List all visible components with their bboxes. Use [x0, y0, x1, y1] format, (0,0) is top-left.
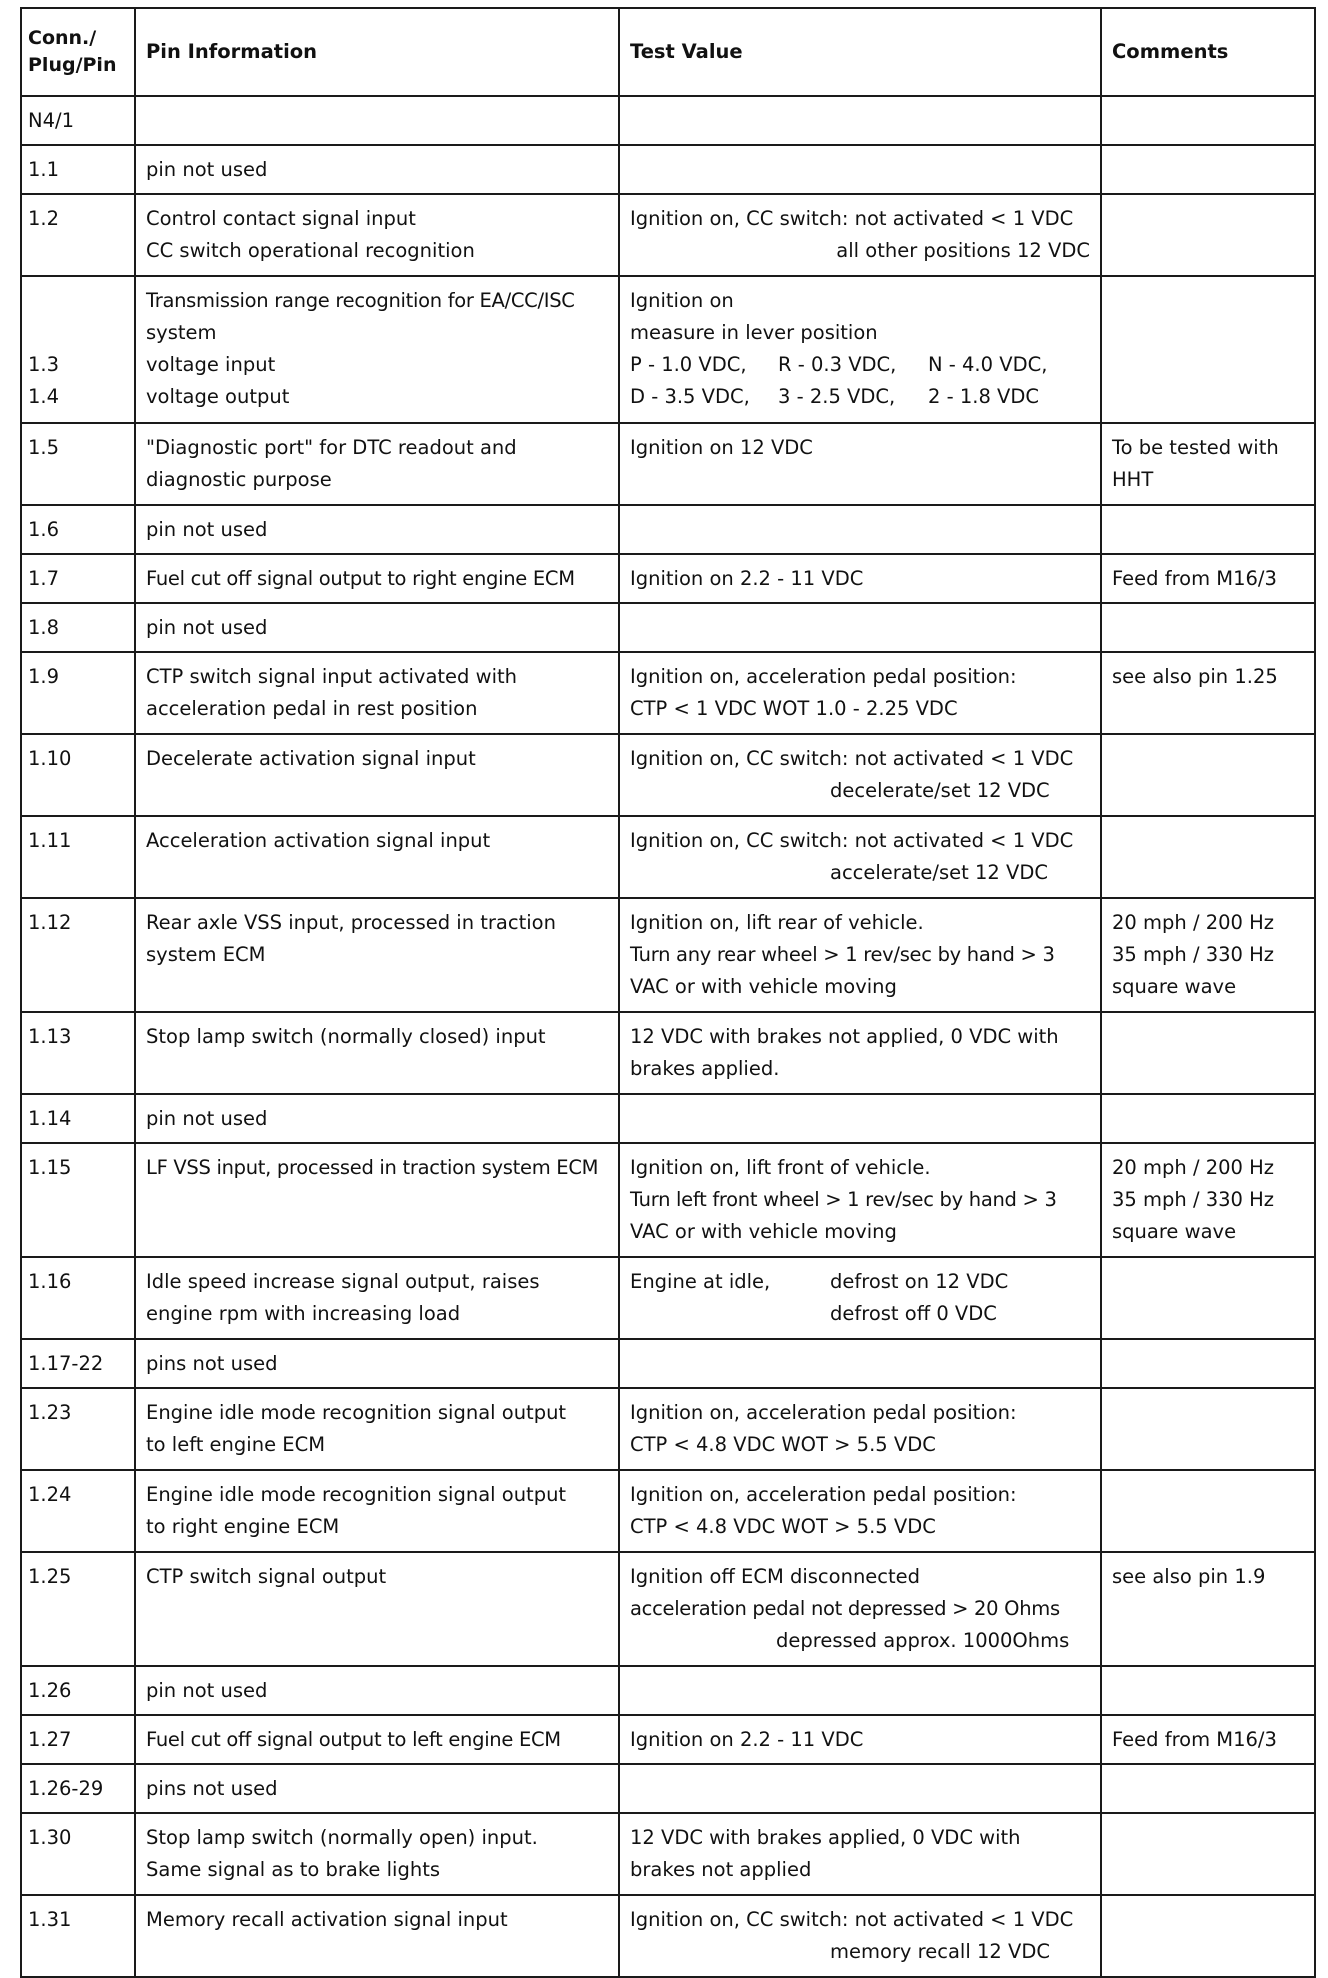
- test-value-cell: [619, 145, 1101, 194]
- comments-cell: 20 mph / 200 Hz 35 mph / 330 Hz square wave: [1101, 898, 1315, 1012]
- pin-info-cell: pin not used: [135, 1094, 619, 1143]
- test-value-cell: Ignition off ECM disconnected acceleration pedal not depressed > 20 Ohms depressed approx. 1000Ohms: [619, 1552, 1101, 1666]
- pin-info-cell: [135, 96, 619, 145]
- test-value-cell: Ignition on, acceleration pedal position: CTP < 4.8 VDC WOT > 5.5 VDC: [619, 1388, 1101, 1470]
- pin-cell: 1.15: [21, 1143, 135, 1257]
- test-value-cell: 12 VDC with brakes not applied, 0 VDC with brakes applied.: [619, 1012, 1101, 1094]
- comments-cell: [1101, 194, 1315, 276]
- test-value-cell: [619, 603, 1101, 652]
- pin-info-cell: Engine idle mode recognition signal output to right engine ECM: [135, 1470, 619, 1552]
- table-row: [21, 1257, 1315, 1339]
- pin-cell: 1.25: [21, 1552, 135, 1666]
- pin-info-cell: Fuel cut off signal output to left engine ECM: [135, 1715, 619, 1764]
- pin-test-table: [20, 7, 1316, 1978]
- pin-cell: N4/1: [21, 96, 135, 145]
- table-row: [21, 276, 1315, 423]
- comments-cell: [1101, 603, 1315, 652]
- table-row: [21, 1764, 1315, 1813]
- pin-cell: 1.17-22: [21, 1339, 135, 1388]
- test-value-cell: Ignition on, CC switch: not activated < 1 VDC memory recall 12 VDC: [619, 1895, 1101, 1977]
- table-row: [21, 1012, 1315, 1094]
- table-row: [21, 898, 1315, 1012]
- pin-cell: 1.1: [21, 145, 135, 194]
- test-value-cell: Ignition on, lift rear of vehicle. Turn any rear wheel > 1 rev/sec by hand > 3 VAC or with vehicle moving: [619, 898, 1101, 1012]
- comments-cell: [1101, 1012, 1315, 1094]
- comments-cell: [1101, 816, 1315, 898]
- pin-cell: 1.27: [21, 1715, 135, 1764]
- test-value-cell: [619, 1094, 1101, 1143]
- table-row: [21, 603, 1315, 652]
- comments-cell: [1101, 1388, 1315, 1470]
- comments-cell: [1101, 1813, 1315, 1895]
- comments-cell: [1101, 505, 1315, 554]
- table-row: [21, 816, 1315, 898]
- table-row: [21, 1715, 1315, 1764]
- table-row: [21, 1339, 1315, 1388]
- pin-info-cell: Stop lamp switch (normally open) input. Same signal as to brake lights: [135, 1813, 619, 1895]
- pin-info-cell: pin not used: [135, 505, 619, 554]
- header-test-value: Test Value: [619, 8, 1101, 96]
- pin-info-cell: Acceleration activation signal input: [135, 816, 619, 898]
- test-value-cell: Ignition on, lift front of vehicle. Turn left front wheel > 1 rev/sec by hand > 3 VAC or with vehicle moving: [619, 1143, 1101, 1257]
- pin-info-cell: pins not used: [135, 1339, 619, 1388]
- comments-cell: [1101, 1764, 1315, 1813]
- test-value-cell: Ignition on, CC switch: not activated < 1 VDC all other positions 12 VDC: [619, 194, 1101, 276]
- table-row: [21, 734, 1315, 816]
- comments-cell: 20 mph / 200 Hz 35 mph / 330 Hz square wave: [1101, 1143, 1315, 1257]
- table-row: [21, 1895, 1315, 1977]
- header-pin-information: Pin Information: [135, 8, 619, 96]
- table-row: [21, 1388, 1315, 1470]
- table-row: [21, 1666, 1315, 1715]
- pin-info-cell: Rear axle VSS input, processed in traction system ECM: [135, 898, 619, 1012]
- pin-cell: 1.3 1.4: [21, 276, 135, 423]
- pin-info-cell: Decelerate activation signal input: [135, 734, 619, 816]
- pin-info-cell: Engine idle mode recognition signal output to left engine ECM: [135, 1388, 619, 1470]
- test-value-cell: 12 VDC with brakes applied, 0 VDC with brakes not applied: [619, 1813, 1101, 1895]
- test-value-cell: [619, 505, 1101, 554]
- pin-cell: 1.5: [21, 423, 135, 505]
- comments-cell: [1101, 1895, 1315, 1977]
- pin-cell: 1.30: [21, 1813, 135, 1895]
- test-value-cell: Ignition on, acceleration pedal position: CTP < 4.8 VDC WOT > 5.5 VDC: [619, 1470, 1101, 1552]
- comments-cell: [1101, 1666, 1315, 1715]
- pin-info-cell: CTP switch signal input activated with acceleration pedal in rest position: [135, 652, 619, 734]
- test-value-cell: [619, 1339, 1101, 1388]
- test-value-cell: Ignition on, acceleration pedal position: CTP < 1 VDC WOT 1.0 - 2.25 VDC: [619, 652, 1101, 734]
- table-header-row: [21, 8, 1315, 96]
- table-row: [21, 1813, 1315, 1895]
- pin-cell: 1.16: [21, 1257, 135, 1339]
- table-row: [21, 1552, 1315, 1666]
- test-value-cell: Engine at idle, defrost on 12 VDC defrost off 0 VDC: [619, 1257, 1101, 1339]
- table-row: [21, 423, 1315, 505]
- test-value-cell: Ignition on 12 VDC: [619, 423, 1101, 505]
- test-value-cell: Ignition on measure in lever position P - 1.0 VDC, R - 0.3 VDC, N - 4.0 VDC, D - 3.5 VDC, 3 - 2.5 VDC, 2 - 1.8 VDC: [619, 276, 1101, 423]
- comments-cell: Feed from M16/3: [1101, 554, 1315, 603]
- pin-cell: 1.26: [21, 1666, 135, 1715]
- comments-cell: see also pin 1.9: [1101, 1552, 1315, 1666]
- test-value-cell: Ignition on 2.2 - 11 VDC: [619, 554, 1101, 603]
- comments-cell: Feed from M16/3: [1101, 1715, 1315, 1764]
- pin-info-cell: Memory recall activation signal input: [135, 1895, 619, 1977]
- comments-cell: [1101, 1257, 1315, 1339]
- table-row: [21, 652, 1315, 734]
- pin-info-cell: pins not used: [135, 1764, 619, 1813]
- pin-cell: 1.14: [21, 1094, 135, 1143]
- comments-cell: [1101, 145, 1315, 194]
- comments-cell: To be tested with HHT: [1101, 423, 1315, 505]
- table-row: [21, 1094, 1315, 1143]
- test-value-cell: [619, 1764, 1101, 1813]
- test-value-cell: Ignition on 2.2 - 11 VDC: [619, 1715, 1101, 1764]
- test-value-cell: [619, 1666, 1101, 1715]
- pin-info-cell: Control contact signal input CC switch operational recognition: [135, 194, 619, 276]
- pin-info-cell: pin not used: [135, 1666, 619, 1715]
- comments-cell: [1101, 1094, 1315, 1143]
- pin-cell: 1.2: [21, 194, 135, 276]
- comments-cell: [1101, 1470, 1315, 1552]
- pin-info-cell: pin not used: [135, 603, 619, 652]
- pin-info-cell: Stop lamp switch (normally closed) input: [135, 1012, 619, 1094]
- pin-cell: 1.10: [21, 734, 135, 816]
- table-row: [21, 145, 1315, 194]
- table-row: [21, 194, 1315, 276]
- pin-info-cell: "Diagnostic port" for DTC readout and diagnostic purpose: [135, 423, 619, 505]
- comments-cell: [1101, 734, 1315, 816]
- comments-cell: see also pin 1.25: [1101, 652, 1315, 734]
- pin-cell: 1.26-29: [21, 1764, 135, 1813]
- header-conn-plug-pin: Conn./ Plug/Pin: [21, 8, 135, 96]
- pin-cell: 1.8: [21, 603, 135, 652]
- pin-info-cell: pin not used: [135, 145, 619, 194]
- table-row: [21, 1143, 1315, 1257]
- test-value-cell: [619, 96, 1101, 145]
- pin-cell: 1.7: [21, 554, 135, 603]
- pin-cell: 1.24: [21, 1470, 135, 1552]
- pin-info-cell: Fuel cut off signal output to right engine ECM: [135, 554, 619, 603]
- comments-cell: [1101, 1339, 1315, 1388]
- table-row: [21, 96, 1315, 145]
- table-row: [21, 505, 1315, 554]
- table-row: [21, 1470, 1315, 1552]
- pin-info-cell: Idle speed increase signal output, raises engine rpm with increasing load: [135, 1257, 619, 1339]
- pin-cell: 1.9: [21, 652, 135, 734]
- pin-info-cell: LF VSS input, processed in traction system ECM: [135, 1143, 619, 1257]
- comments-cell: [1101, 276, 1315, 423]
- pin-info-cell: Transmission range recognition for EA/CC/ISC system voltage input voltage output: [135, 276, 619, 423]
- pin-info-cell: CTP switch signal output: [135, 1552, 619, 1666]
- pin-cell: 1.31: [21, 1895, 135, 1977]
- comments-cell: [1101, 96, 1315, 145]
- test-value-cell: Ignition on, CC switch: not activated < 1 VDC accelerate/set 12 VDC: [619, 816, 1101, 898]
- pin-cell: 1.6: [21, 505, 135, 554]
- pin-cell: 1.13: [21, 1012, 135, 1094]
- table-row: [21, 554, 1315, 603]
- pin-cell: 1.11: [21, 816, 135, 898]
- test-value-cell: Ignition on, CC switch: not activated < 1 VDC decelerate/set 12 VDC: [619, 734, 1101, 816]
- header-comments: Comments: [1101, 8, 1315, 96]
- pin-cell: 1.23: [21, 1388, 135, 1470]
- pin-cell: 1.12: [21, 898, 135, 1012]
